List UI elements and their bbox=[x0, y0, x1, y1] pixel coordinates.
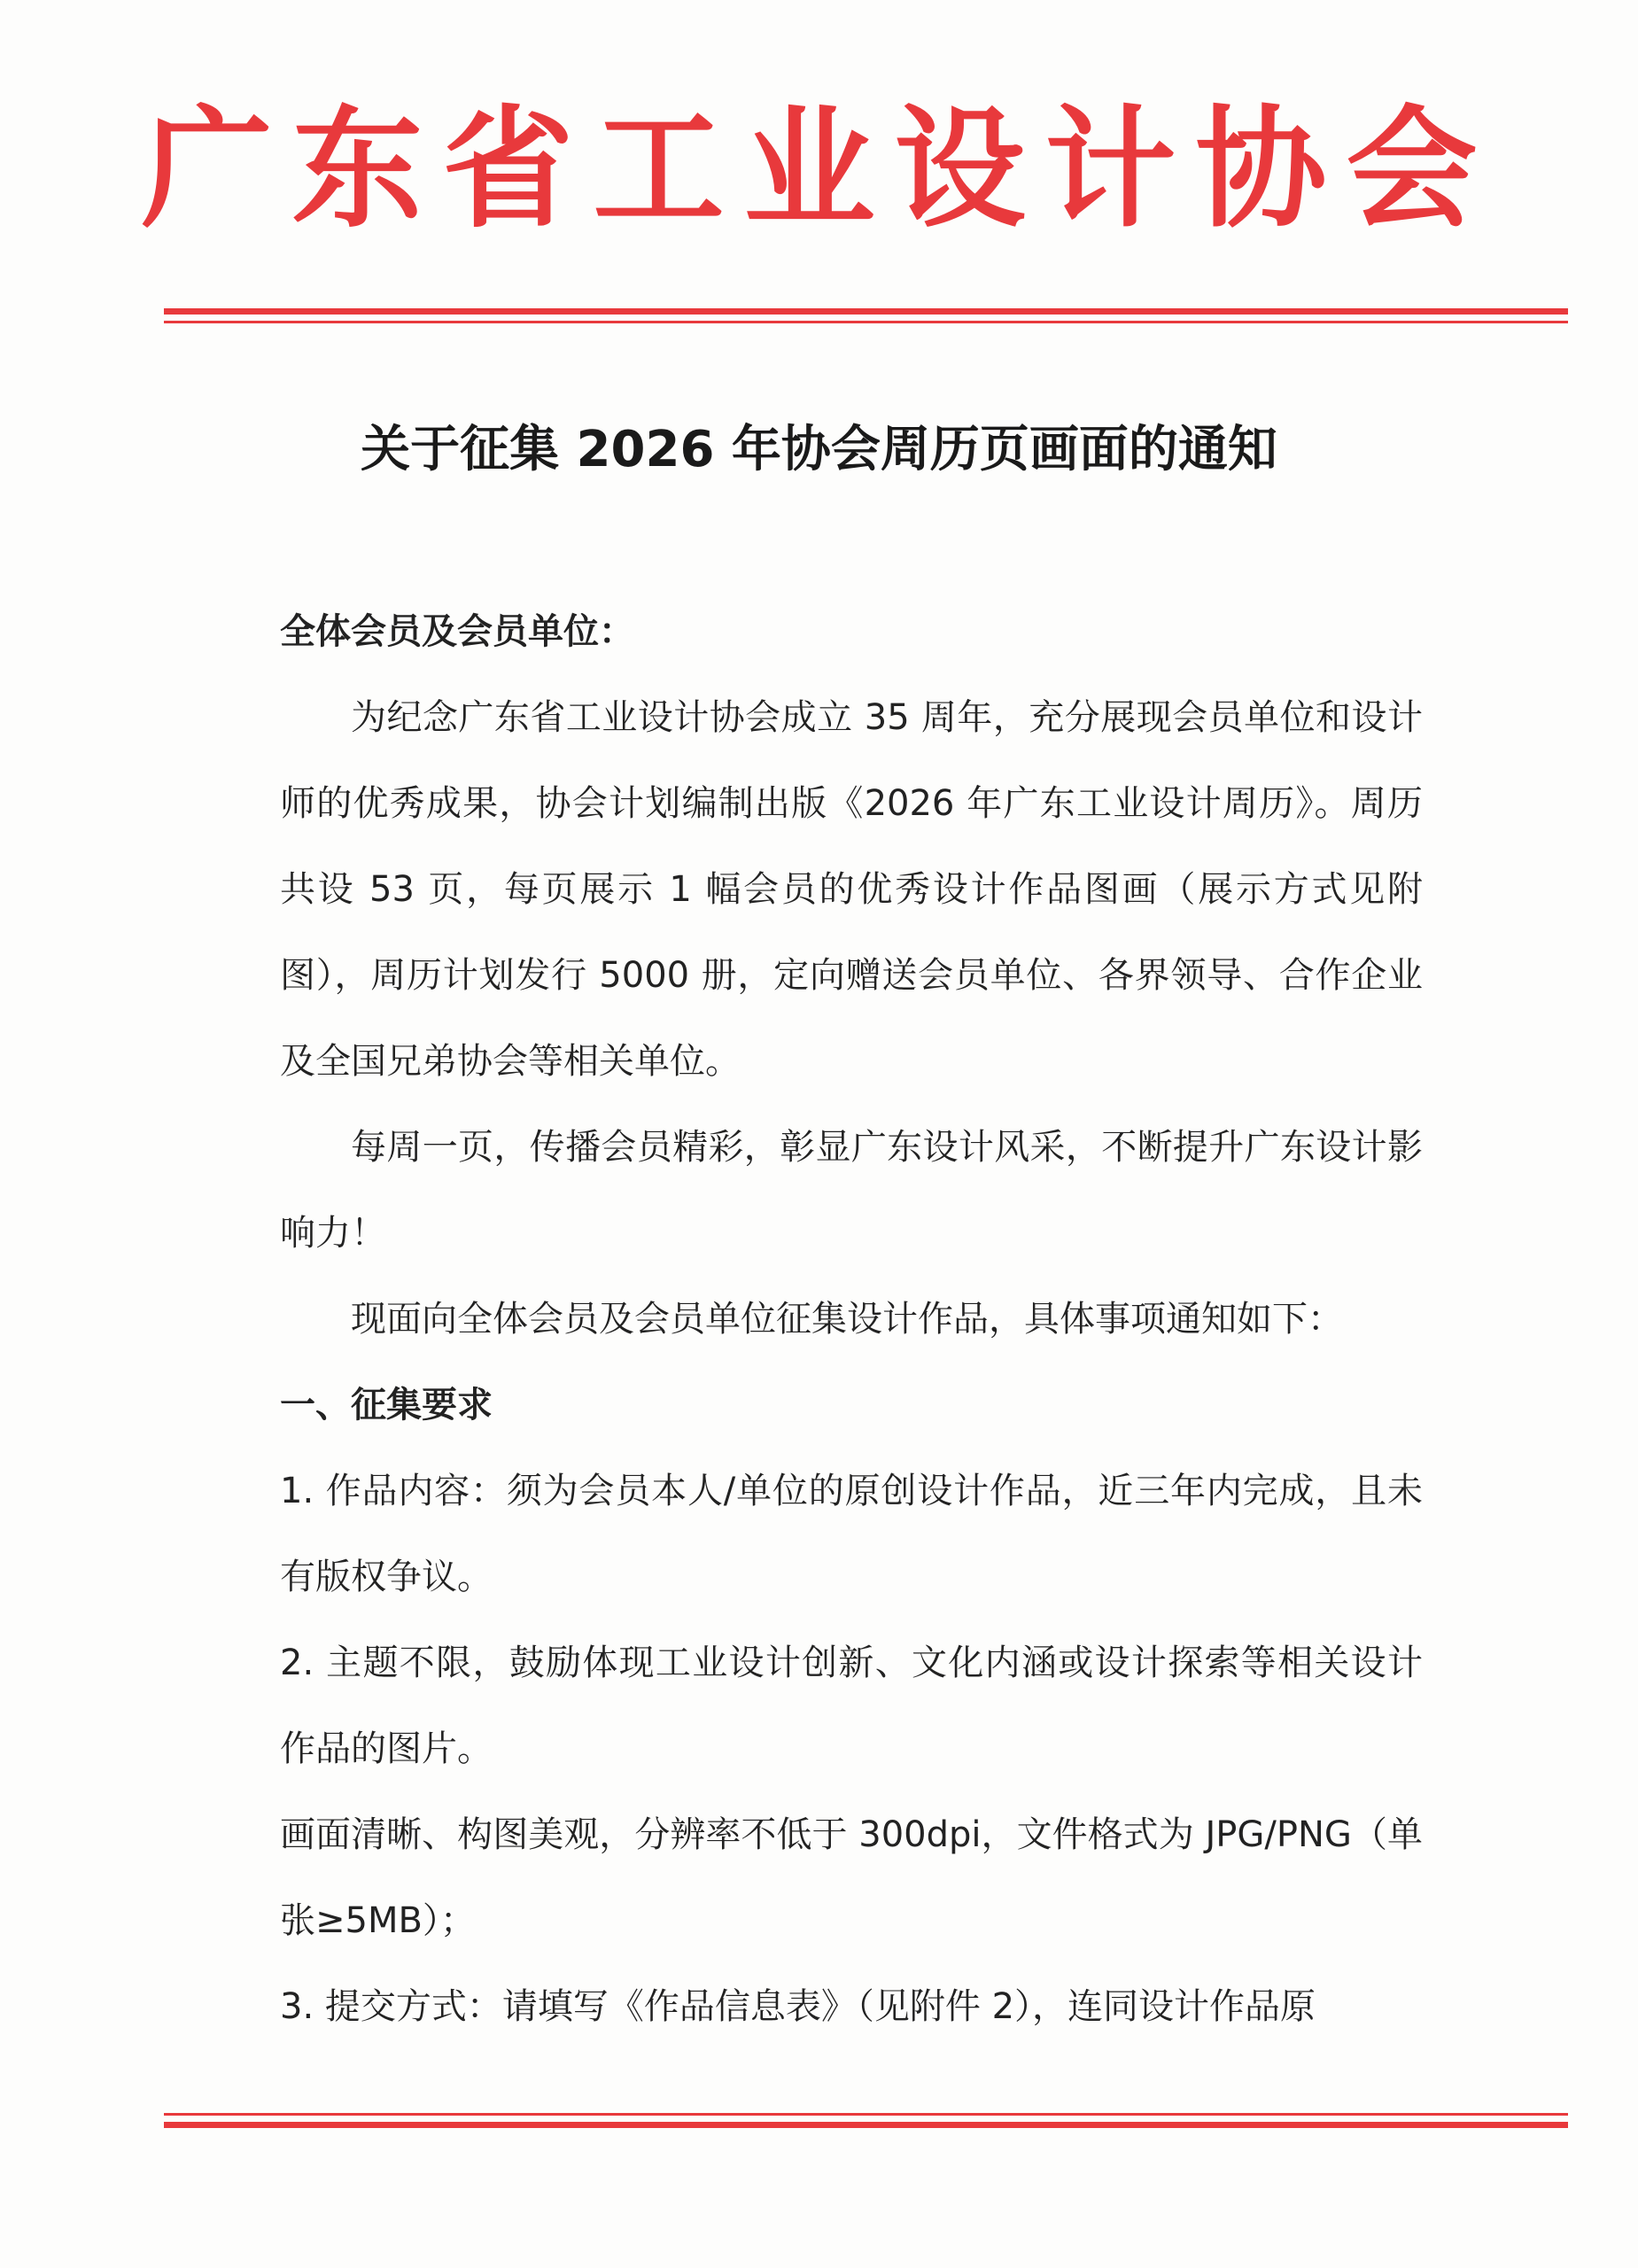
paragraph-purpose: 每周一页，传播会员精彩，彰显广东设计风采，不断提升广东设计影响力！ bbox=[280, 1127, 1423, 1254]
document-body bbox=[280, 589, 1423, 2050]
requirement-item: 1. 作品内容：须为会员本人/单位的原创设计作品，近三年内完成，且未有版权争议。 bbox=[280, 1471, 1423, 1597]
section-heading: 一、征集要求 bbox=[280, 1385, 493, 1425]
document-title: 关于征集 2026 年协会周历页画面的通知 bbox=[361, 421, 1277, 478]
org-letterhead: 广东省工业设计协会 bbox=[141, 91, 1497, 245]
header-divider bbox=[164, 308, 1568, 323]
paragraph-intro: 为纪念广东省工业设计协会成立 35 周年，充分展现会员单位和设计师的优秀成果，协会计划编制出版《2026 年广东工业设计周历》。周历共设 53 页，每页展示 1 幅会员的优秀设计作品图画（展示方式见附图），周历计划发行 5000 册，定向赠送会员单位、各界领导、合作企业及全国兄弟协会等相关单位。 bbox=[280, 697, 1423, 1082]
requirement-item: 2. 主题不限，鼓励体现工业设计创新、文化内涵或设计探索等相关设计作品的图片。 bbox=[280, 1643, 1423, 1769]
paragraph-notice: 现面向全体会员及会员单位征集设计作品，具体事项通知如下： bbox=[351, 1299, 1343, 1340]
requirement-item: 画面清晰、构图美观，分辨率不低于 300dpi，文件格式为 JPG/PNG（单张≥5MB）； bbox=[280, 1814, 1423, 1941]
requirement-item: 3. 提交方式：请填写《作品信息表》（见附件 2），连同设计作品原 bbox=[280, 1986, 1316, 2027]
salutation: 全体会员及会员单位： bbox=[280, 611, 634, 652]
footer-divider bbox=[164, 2113, 1568, 2128]
